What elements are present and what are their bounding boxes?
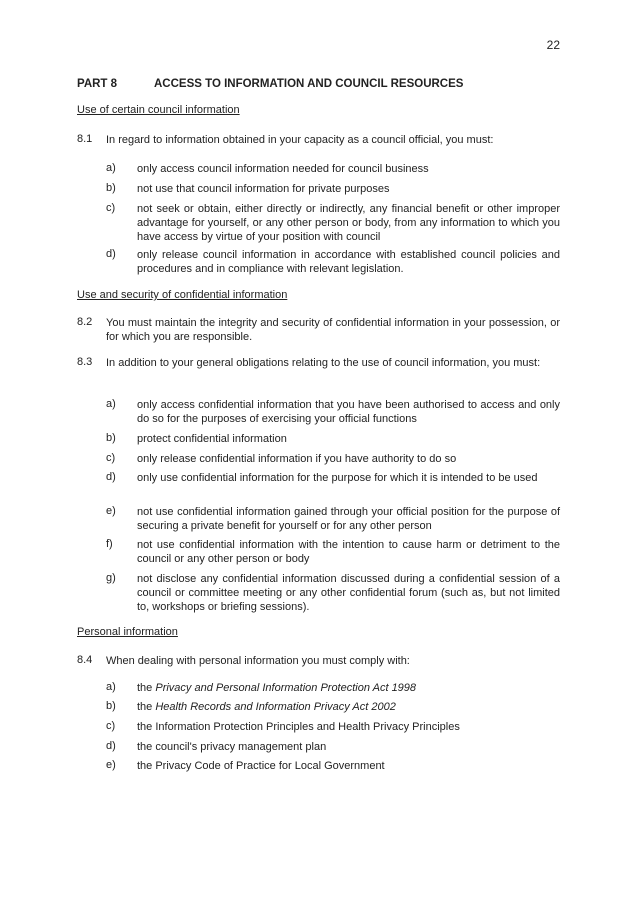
item-label: a) — [106, 681, 116, 693]
item-label: d) — [106, 248, 116, 260]
list-item — [106, 471, 560, 485]
item-label: d) — [106, 740, 116, 752]
list-item — [106, 572, 560, 614]
clause-number: 8.3 — [77, 356, 93, 368]
clause-8-4 — [77, 654, 560, 668]
clause-text: In regard to information obtained in your capacity as a council official, you must: — [106, 134, 494, 146]
list-item — [106, 681, 560, 695]
act-title: Privacy and Personal Information Protection Act 1998 — [155, 682, 417, 694]
item-text-prefix: the — [137, 701, 153, 713]
section-heading-council-information: Use of certain council information — [77, 104, 240, 116]
part-number: PART 8 — [77, 78, 118, 90]
item-label: b) — [106, 432, 116, 444]
item-text: the council's privacy management plan — [137, 741, 327, 753]
item-text: protect confidential information — [137, 433, 287, 445]
item-label: c) — [106, 720, 116, 732]
list-item — [106, 398, 560, 426]
item-text — [137, 700, 560, 714]
list-item — [106, 432, 560, 446]
section-heading-confidential-information: Use and security of confidential information — [77, 289, 288, 301]
clause-number: 8.4 — [77, 654, 93, 666]
list-item — [106, 759, 560, 773]
item-label: g) — [106, 572, 116, 584]
item-label: a) — [106, 162, 116, 174]
act-title: Health Records and Information Privacy Act 2002 — [155, 701, 396, 713]
list-item — [106, 505, 560, 533]
item-label: f) — [106, 538, 113, 550]
item-label: e) — [106, 759, 116, 771]
item-text: only use confidential information for the purpose for which it is intended to be used — [137, 472, 538, 484]
section-heading-personal-information: Personal information — [77, 626, 178, 638]
item-text: only access confidential information that you have been authorised to access and only do so for the purposes of exercising your official functions — [137, 399, 560, 425]
item-label: a) — [106, 398, 116, 410]
item-text: the Privacy Code of Practice for Local Government — [137, 760, 385, 772]
clause-8-2 — [77, 316, 560, 344]
list-item — [106, 720, 560, 734]
item-label: d) — [106, 471, 116, 483]
item-label: c) — [106, 452, 116, 464]
clause-number: 8.2 — [77, 316, 93, 328]
item-text: not use confidential information gained through your official position for the purpose of securing a private benefit for yourself or for any other person — [137, 506, 560, 532]
list-item — [106, 700, 560, 714]
list-item — [106, 248, 560, 276]
part-title: ACCESS TO INFORMATION AND COUNCIL RESOURCES — [154, 78, 464, 90]
item-label: b) — [106, 182, 116, 194]
item-text: not use that council information for private purposes — [137, 183, 390, 195]
item-label: b) — [106, 700, 116, 712]
item-label: c) — [106, 202, 116, 214]
list-item — [106, 162, 560, 176]
item-text-prefix: the — [137, 682, 153, 694]
item-text: not disclose any confidential information discussed during a confidential session of a council or committee meeting or any other confidential forum (such as, but not limited to, workshops or briefing sessions). — [137, 573, 560, 613]
list-item — [106, 740, 560, 754]
list-item — [106, 452, 560, 466]
page-number: 22 — [546, 38, 560, 52]
clause-8-3 — [77, 356, 560, 370]
list-item — [106, 182, 560, 196]
clause-8-1 — [77, 133, 560, 147]
clause-number: 8.1 — [77, 133, 93, 145]
item-label: e) — [106, 505, 116, 517]
list-item — [106, 538, 560, 566]
clause-text: You must maintain the integrity and security of confidential information in your possession, or for which you are responsible. — [106, 317, 560, 343]
part-heading — [77, 78, 463, 90]
list-item — [106, 202, 560, 244]
item-text — [137, 681, 560, 695]
item-text: not use confidential information with the intention to cause harm or detriment to the council or any other person or body — [137, 539, 560, 565]
item-text: only release confidential information if you have authority to do so — [137, 453, 457, 465]
item-text: not seek or obtain, either directly or indirectly, any financial benefit or other improper advantage for yourself, or any other person or body, from any information to which you have access by virtue of your position with council — [137, 203, 560, 243]
item-text: the Information Protection Principles and Health Privacy Principles — [137, 721, 460, 733]
clause-text: When dealing with personal information you must comply with: — [106, 655, 410, 667]
item-text: only access council information needed for council business — [137, 163, 429, 175]
item-text: only release council information in accordance with established council policies and procedures and in compliance with relevant legislation. — [137, 249, 560, 275]
clause-text: In addition to your general obligations relating to the use of council information, you must: — [106, 357, 541, 369]
